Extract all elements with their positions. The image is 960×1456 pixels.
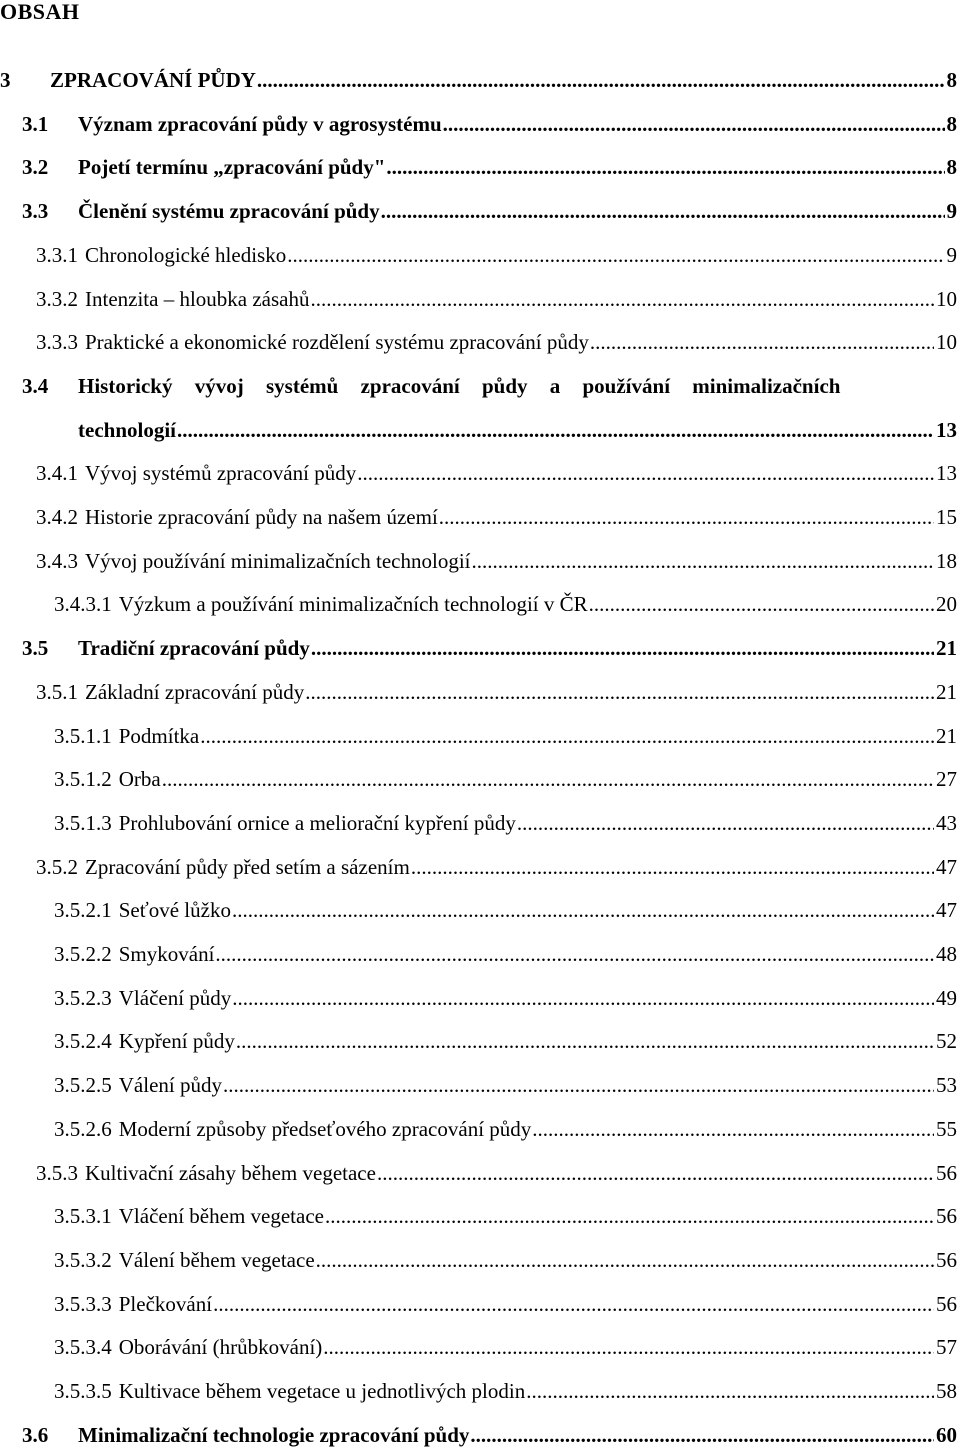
toc-entry[interactable] (36, 1158, 960, 1188)
toc-dot-leader (232, 983, 934, 1013)
toc-entry-title: Smykování (118, 942, 215, 966)
page-title: OBSAH (0, 0, 80, 24)
toc-entry-continuation[interactable] (78, 415, 960, 445)
toc-dot-leader (381, 196, 945, 226)
toc-dot-leader (177, 415, 934, 445)
toc-page-number: 47 (936, 898, 957, 922)
toc-page-number: 55 (936, 1117, 957, 1141)
toc-entry-title: Vývoj používání minimalizačních technologií (85, 549, 471, 573)
toc-entry-title: Plečkování (118, 1292, 213, 1316)
toc-page-number: 43 (936, 811, 957, 835)
toc-entry-title: Zpracování půdy před setím a sázením (85, 855, 410, 879)
toc-entry-number: 3.5.2.5 (54, 1073, 112, 1097)
toc-entry[interactable] (54, 1376, 960, 1406)
toc-entry[interactable] (0, 65, 960, 95)
toc-page-number: 21 (936, 724, 957, 748)
toc-entry-number: 3.5 (22, 636, 49, 660)
toc-entry-title: Oborávání (hrůbkování) (118, 1335, 323, 1359)
toc-entry-title: Výzkum a používání minimalizačních technologií v ČR (118, 592, 588, 616)
toc-entry-title: Intenzita – hloubka zásahů (85, 287, 310, 311)
toc-page-number: 15 (936, 505, 957, 529)
toc-page-number: 56 (936, 1292, 957, 1316)
toc-dot-leader (305, 677, 934, 707)
toc-entry-number: 3.4 (22, 374, 49, 398)
toc-entry-title: ZPRACOVÁNÍ PŮDY (50, 68, 256, 92)
toc-page-number: 8 (946, 68, 957, 92)
toc-entry-number: 3.5.2.4 (54, 1029, 112, 1053)
toc-dot-leader (223, 1070, 934, 1100)
toc-entry-number: 3.3.1 (36, 243, 78, 267)
toc-entry-title: Kultivační zásahy během vegetace (85, 1161, 376, 1185)
toc-page-number: 52 (936, 1029, 957, 1053)
toc-entry-title: Moderní způsoby předseťového zpracování půdy (118, 1117, 532, 1141)
toc-entry[interactable] (36, 852, 960, 882)
toc-entry-title: Význam zpracování půdy v agrosystému (78, 112, 442, 136)
toc-page-number: 56 (936, 1204, 957, 1228)
toc-entry-number: 3.5.1.3 (54, 811, 112, 835)
toc-entry-title: Prohlubování ornice a meliorační kypření půdy (118, 811, 516, 835)
toc-entry-title: Vláčení půdy (118, 986, 232, 1010)
toc-page-number: 56 (936, 1248, 957, 1272)
toc-dot-leader (532, 1114, 934, 1144)
toc-entry[interactable] (22, 1420, 960, 1450)
toc-entry-title: Kypření půdy (118, 1029, 235, 1053)
toc-dot-leader (357, 458, 934, 488)
toc-entry[interactable] (54, 764, 960, 794)
toc-entry[interactable] (22, 152, 960, 182)
toc-page-number: 48 (936, 942, 957, 966)
toc-dot-leader (590, 327, 934, 357)
toc-entry-number: 3.3 (22, 199, 49, 223)
toc-dot-leader (386, 152, 944, 182)
toc-entry[interactable] (22, 109, 960, 139)
toc-entry-number: 3.5.3.1 (54, 1204, 112, 1228)
toc-entry[interactable] (54, 895, 960, 925)
toc-page-number: 56 (936, 1161, 957, 1185)
toc-entry[interactable] (54, 1114, 960, 1144)
toc-entry[interactable] (54, 589, 960, 619)
toc-entry-number: 3.5.2.2 (54, 942, 112, 966)
toc-entry[interactable] (36, 677, 960, 707)
toc-entry-number: 3.2 (22, 155, 49, 179)
toc-dot-leader (439, 502, 934, 532)
toc-entry-title: Historie zpracování půdy na našem území (85, 505, 438, 529)
toc-dot-leader (411, 852, 934, 882)
toc-entry-title: technologií (78, 418, 176, 442)
toc-entry-number: 3 (0, 68, 11, 92)
toc-entry-title: Válení během vegetace (118, 1248, 315, 1272)
toc-entry-number: 3.5.3.5 (54, 1379, 112, 1403)
toc-entry-title: Historický vývoj systémů zpracování půdy a používání minimalizačních (78, 374, 841, 398)
toc-entry-title: Pojetí termínu „zpracování půdy" (78, 155, 386, 179)
toc-dot-leader (377, 1158, 934, 1188)
toc-page-number: 8 (946, 155, 957, 179)
toc-entry-number: 3.5.2.1 (54, 898, 112, 922)
toc-dot-leader (589, 589, 934, 619)
toc-entry-number: 3.5.1.1 (54, 724, 112, 748)
toc-dot-leader (472, 546, 935, 576)
toc-entry-title: Členění systému zpracování půdy (78, 199, 380, 223)
toc-page-number: 18 (936, 549, 957, 573)
toc-dot-leader (311, 284, 935, 314)
toc-page-number: 53 (936, 1073, 957, 1097)
toc-entry-number: 3.4.2 (36, 505, 78, 529)
toc-entry-number: 3.5.2.3 (54, 986, 112, 1010)
toc-dot-leader (443, 109, 945, 139)
toc-entry-title: Podmítka (118, 724, 200, 748)
toc-entry-number: 3.5.3.2 (54, 1248, 112, 1272)
toc-dot-leader (162, 764, 934, 794)
toc-entry-title: Praktické a ekonomické rozdělení systému zpracování půdy (85, 330, 589, 354)
toc-entry[interactable] (54, 1332, 960, 1362)
toc-entry-number: 3.5.2 (36, 855, 78, 879)
toc-entry-number: 3.1 (22, 112, 49, 136)
toc-dot-leader (200, 721, 934, 751)
toc-entry-number: 3.5.3.3 (54, 1292, 112, 1316)
toc-entry[interactable] (22, 633, 960, 663)
toc-dot-leader (257, 65, 945, 95)
toc-entry[interactable] (54, 1026, 960, 1056)
toc-entry-title: Vláčení během vegetace (118, 1204, 324, 1228)
toc-entry[interactable] (36, 458, 960, 488)
toc-dot-leader (236, 1026, 934, 1056)
toc-entry-number: 3.4.3.1 (54, 592, 112, 616)
toc-entry-number: 3.3.2 (36, 287, 78, 311)
toc-page-number: 20 (936, 592, 957, 616)
toc-entry[interactable] (36, 240, 960, 270)
toc-entry[interactable] (54, 1070, 960, 1100)
toc-dot-leader (311, 633, 934, 663)
toc-entry-number: 3.4.1 (36, 461, 78, 485)
toc-dot-leader (325, 1201, 934, 1231)
toc-entry-title: Válení půdy (118, 1073, 222, 1097)
toc-entry-number: 3.4.3 (36, 549, 78, 573)
toc-page-number: 9 (946, 199, 957, 223)
toc-dot-leader (323, 1332, 934, 1362)
toc-entry-title: Základní zpracování půdy (85, 680, 305, 704)
toc-entry[interactable] (22, 371, 957, 401)
toc-entry-number: 3.5.2.6 (54, 1117, 112, 1141)
toc-dot-leader (517, 808, 934, 838)
toc-dot-leader (232, 895, 934, 925)
toc-dot-leader (287, 240, 944, 270)
toc-page-number: 13 (936, 418, 957, 442)
toc-page-number: 47 (936, 855, 957, 879)
toc-entry-title: Orba (118, 767, 161, 791)
toc-page-number: 49 (936, 986, 957, 1010)
toc-entry-number: 3.3.3 (36, 330, 78, 354)
toc-entry-title: Kultivace během vegetace u jednotlivých plodin (118, 1379, 526, 1403)
toc-entry-number: 3.5.3 (36, 1161, 78, 1185)
toc-entry[interactable] (54, 1289, 960, 1319)
toc-page-number: 57 (936, 1335, 957, 1359)
toc-entry-title: Chronologické hledisko (85, 243, 287, 267)
toc-entry[interactable] (54, 1245, 960, 1275)
toc-entry-number: 3.5.1.2 (54, 767, 112, 791)
toc-entry[interactable] (54, 808, 960, 838)
toc-page-number: 58 (936, 1379, 957, 1403)
toc-page-number: 13 (936, 461, 957, 485)
toc-entry[interactable] (54, 1201, 960, 1231)
toc-entry-number: 3.5.1 (36, 680, 78, 704)
toc-entry-number: 3.6 (22, 1423, 49, 1447)
toc-page-number: 10 (936, 330, 957, 354)
toc-entry[interactable] (54, 721, 960, 751)
toc-page-number: 8 (946, 112, 957, 136)
toc-dot-leader (213, 1289, 934, 1319)
toc-dot-leader (316, 1245, 934, 1275)
toc-entry[interactable] (54, 983, 960, 1013)
toc-entry[interactable] (36, 502, 960, 532)
toc-entry-title: Tradiční zpracování půdy (78, 636, 310, 660)
toc-dot-leader (470, 1420, 934, 1450)
toc-page-number: 27 (936, 767, 957, 791)
toc-entry[interactable] (36, 284, 960, 314)
toc-page-number: 10 (936, 287, 957, 311)
toc-entry[interactable] (54, 939, 960, 969)
toc-entry[interactable] (22, 196, 960, 226)
toc-entry-title: Seťové lůžko (118, 898, 231, 922)
toc-dot-leader (215, 939, 934, 969)
toc-page-number: 21 (936, 680, 957, 704)
toc-entry-number: 3.5.3.4 (54, 1335, 112, 1359)
toc-page-number: 21 (936, 636, 957, 660)
toc-entry[interactable] (36, 327, 960, 357)
toc-page-number: 9 (946, 243, 957, 267)
toc-entry[interactable] (36, 546, 960, 576)
toc-page-number: 60 (936, 1423, 957, 1447)
toc-entry-title: Vývoj systémů zpracování půdy (85, 461, 357, 485)
toc-entry-title: Minimalizační technologie zpracování půdy (78, 1423, 470, 1447)
toc-dot-leader (526, 1376, 934, 1406)
